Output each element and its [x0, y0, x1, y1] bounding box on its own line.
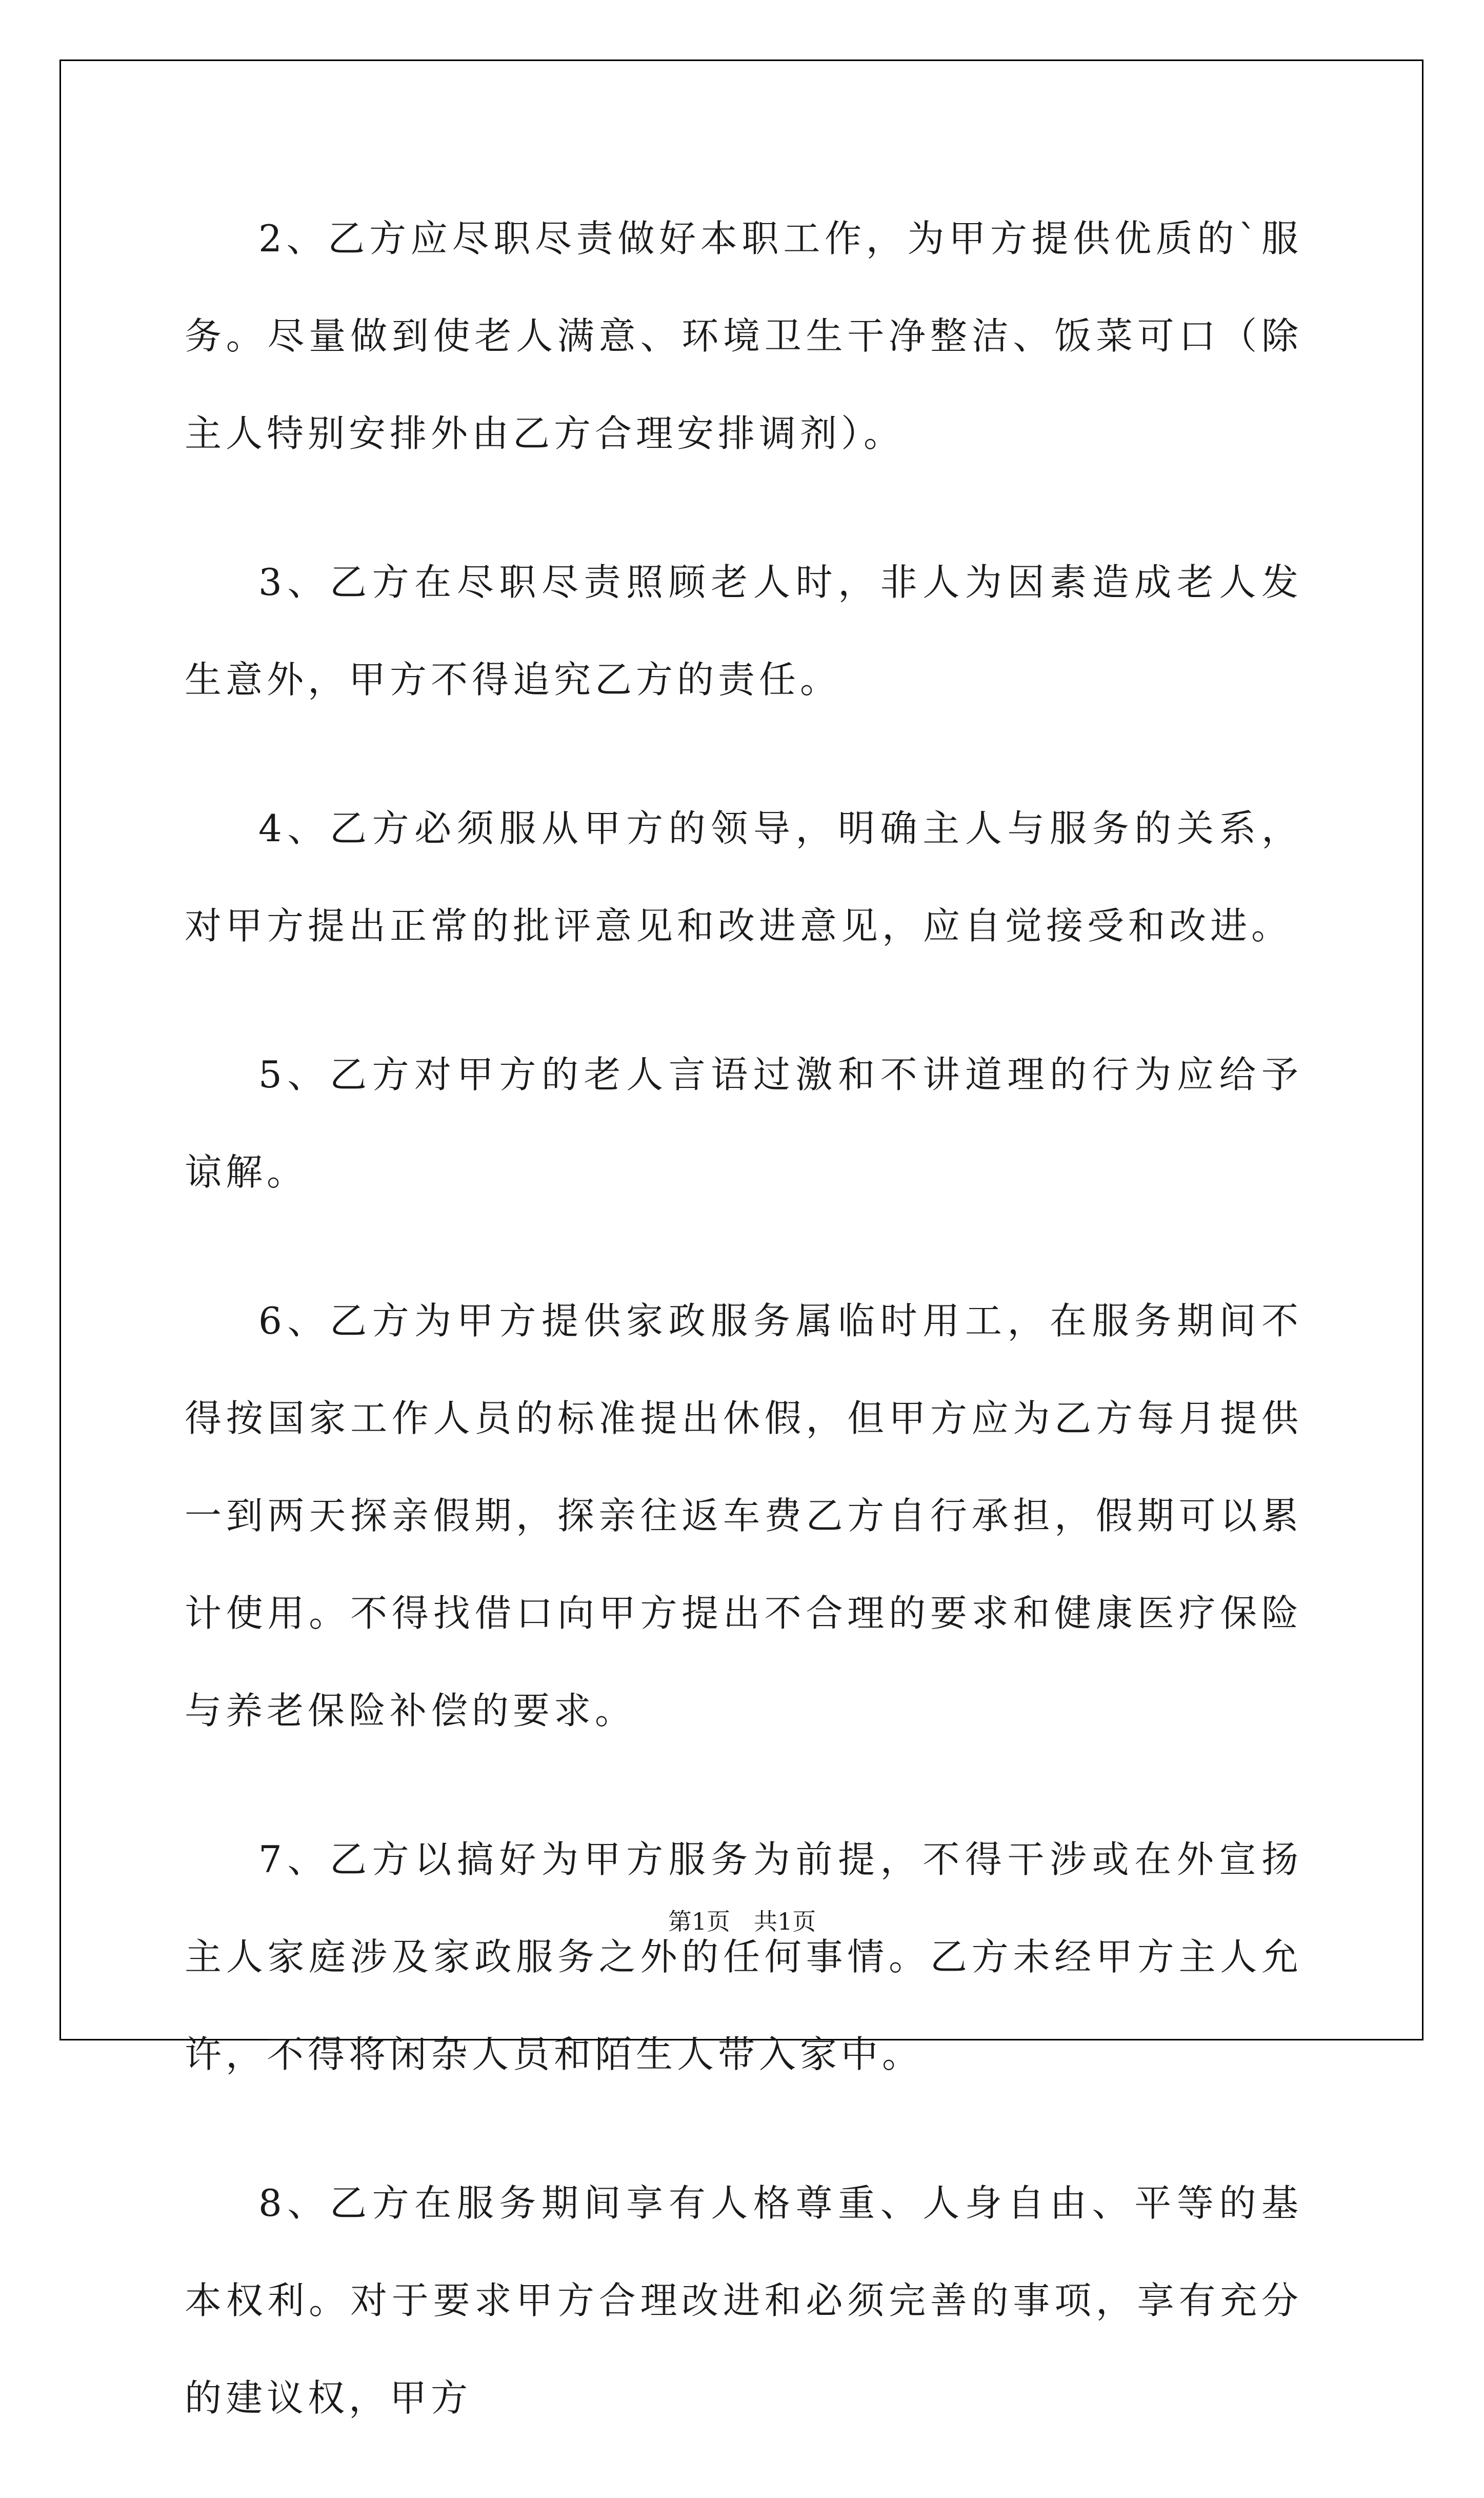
page-number: 第1页 — [668, 1908, 730, 1935]
document-body — [185, 190, 1302, 2498]
paragraph-clause-7: 7、乙方以搞好为甲方服务为前提，不得干涉或在外宣扬主人家庭涉及家政服务之外的任何事情。乙方未经甲方主人允许，不得将闲杂人员和陌生人带入家中。 — [185, 1838, 1302, 2076]
paragraph-clause-8: 8、乙方在服务期间享有人格尊重、人身自由、平等的基本权利。对于要求甲方合理改进和必须完善的事项，享有充分的建议权，甲方 — [185, 2182, 1302, 2420]
paragraph-clause-5: 5、乙方对甲方的老人言语过激和不讲道理的行为应给予谅解。 — [185, 1053, 1302, 1194]
paragraph-clause-4: 4、乙方必须服从甲方的领导，明确主人与服务的关系，对甲方提出正常的批评意见和改进意见，应自觉接受和改进。 — [185, 807, 1302, 947]
paragraph-clause-6: 6、乙方为甲方提供家政服务属临时用工，在服务期间不得按国家工作人员的标准提出休假，但甲方应为乙方每月提供一到两天探亲假期，探亲往返车费乙方自行承担，假期可以累计使用。不得找借口向甲方提出不合理的要求和健康医疗保险与养老保险补偿的要求。 — [185, 1299, 1302, 1732]
page-footer — [0, 1906, 1484, 1937]
paragraph-clause-2: 2、乙方应尽职尽责做好本职工作，为甲方提供优质的`服务。尽量做到使老人满意、环境卫生干净整洁、饭菜可口（除主人特别安排外由乙方合理安排调剂）。 — [185, 217, 1302, 455]
page-total: 共1页 — [754, 1908, 816, 1935]
paragraph-clause-3: 3、乙方在尽职尽责照顾老人时，非人为因素造成老人发生意外，甲方不得追究乙方的责任。 — [185, 561, 1302, 701]
